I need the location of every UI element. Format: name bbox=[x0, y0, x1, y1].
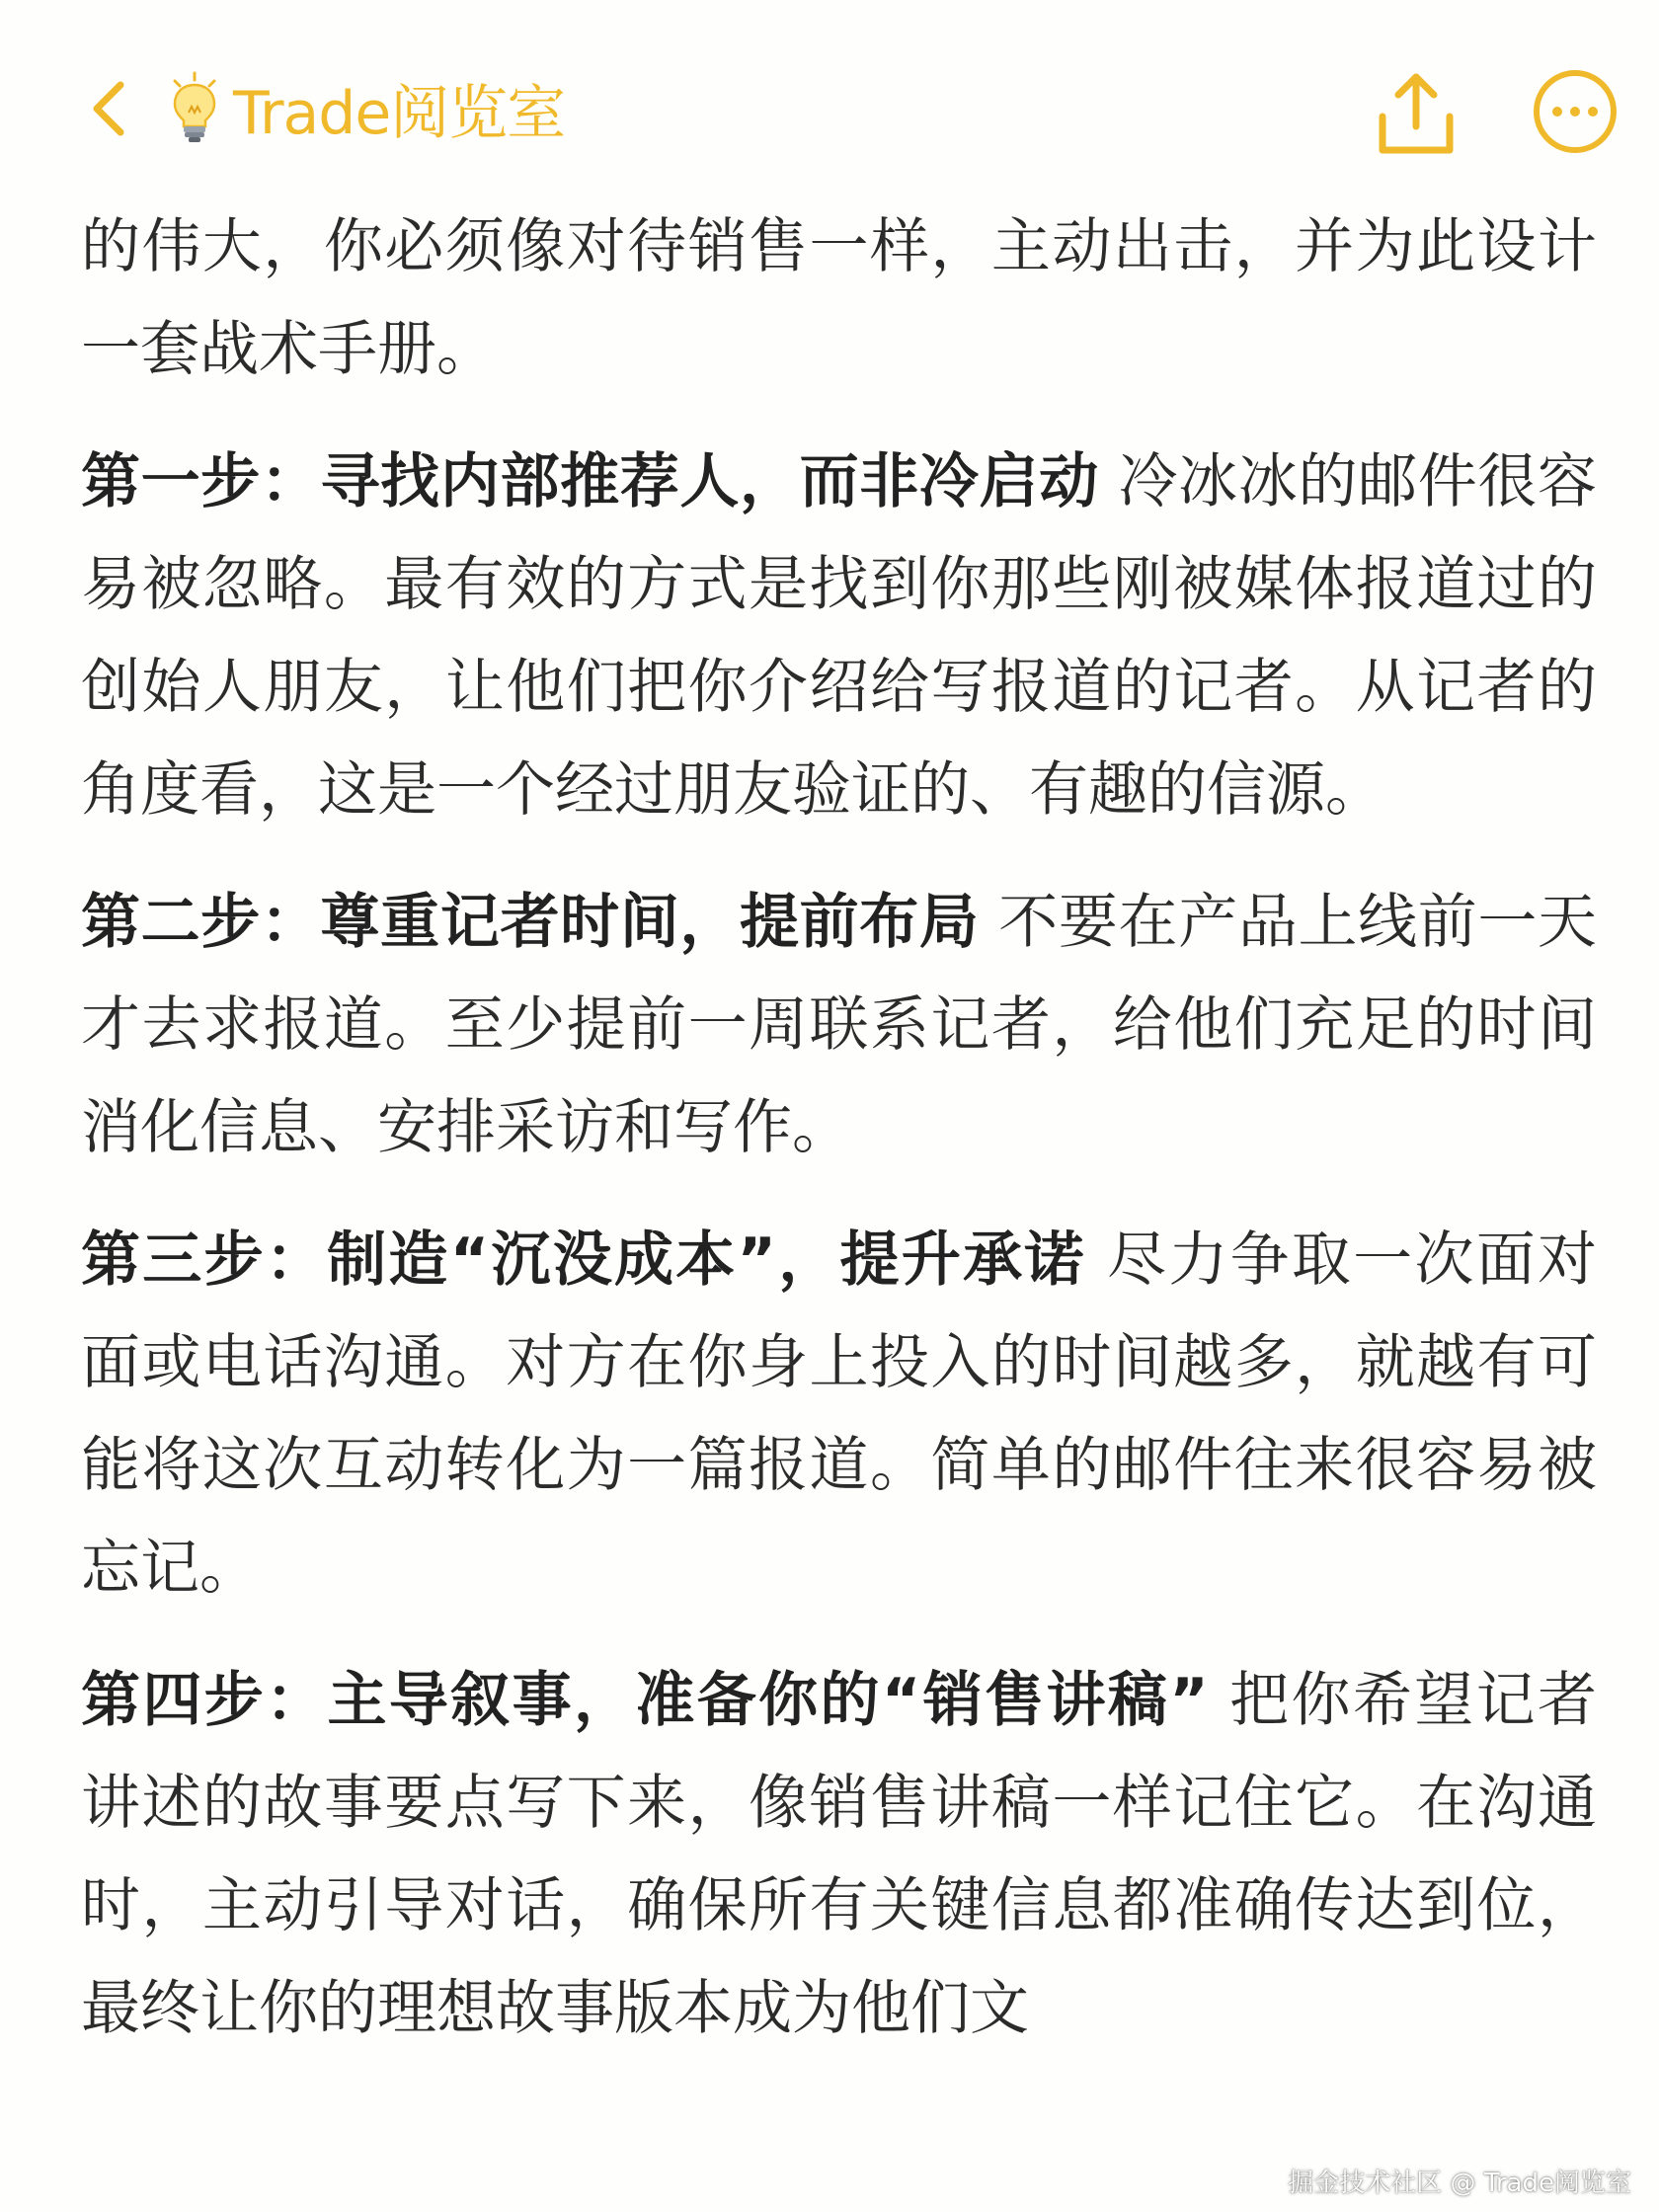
step-1-title: 第一步：寻找内部推荐人，而非冷启动 bbox=[81, 447, 1099, 516]
watermark: 掘金技术社区 @ Trade阅览室 bbox=[1288, 2169, 1631, 2198]
more-button[interactable] bbox=[1531, 67, 1620, 156]
account-title-group[interactable] bbox=[166, 61, 565, 156]
share-button[interactable] bbox=[1373, 65, 1460, 160]
step-2-title: 第二步：尊重记者时间，提前布局 bbox=[81, 888, 980, 957]
account-title: Trade阅览室 bbox=[233, 79, 566, 148]
step-1-body: 冷冰冰的邮件很容易被忽略。最有效的方式是找到你那些刚被媒体报道过的创始人朋友，让他们把你介绍给写报道的记者。从记者的角度看，这是一个经过朋友验证的、有趣的信源。 bbox=[81, 447, 1598, 825]
lead-paragraph: 的伟大，你必须像对待销售一样，主动出击，并为此设计一套战术手册。 bbox=[81, 212, 1597, 384]
chevron-left-icon bbox=[77, 69, 146, 148]
step-2-paragraph bbox=[81, 871, 1597, 1179]
step-3-title: 第三步：制造“沉没成本”，提升承诺 bbox=[81, 1225, 1086, 1295]
step-3-body: 尽力争取一次面对面或电话沟通。对方在你身上投入的时间越多，就越有可能将这次互动转化为一篇报道。简单的邮件往来很容易被忘记。 bbox=[81, 1225, 1598, 1603]
step-4-paragraph bbox=[81, 1649, 1597, 2060]
step-1-paragraph bbox=[81, 431, 1597, 841]
share-upload-icon bbox=[1373, 65, 1460, 160]
step-4-body: 把你希望记者讲述的故事要点写下来，像销售讲稿一样记住它。在沟通时，主动引导对话，确保所有关键信息都准确传达到位，最终让你的理想故事版本成为他们文 bbox=[81, 1666, 1597, 2043]
article-body bbox=[81, 196, 1597, 2090]
lightbulb-icon bbox=[166, 69, 223, 148]
back-button[interactable] bbox=[77, 69, 146, 148]
top-bar bbox=[0, 0, 1659, 188]
step-4-title: 第四步：主导叙事，准备你的“销售讲稿” bbox=[81, 1666, 1209, 1735]
more-ellipsis-icon bbox=[1531, 67, 1620, 156]
step-3-paragraph bbox=[81, 1209, 1597, 1620]
step-2-body: 不要在产品上线前一天才去求报道。至少提前一周联系记者，给他们充足的时间消化信息、安排采访和写作。 bbox=[81, 888, 1598, 1162]
